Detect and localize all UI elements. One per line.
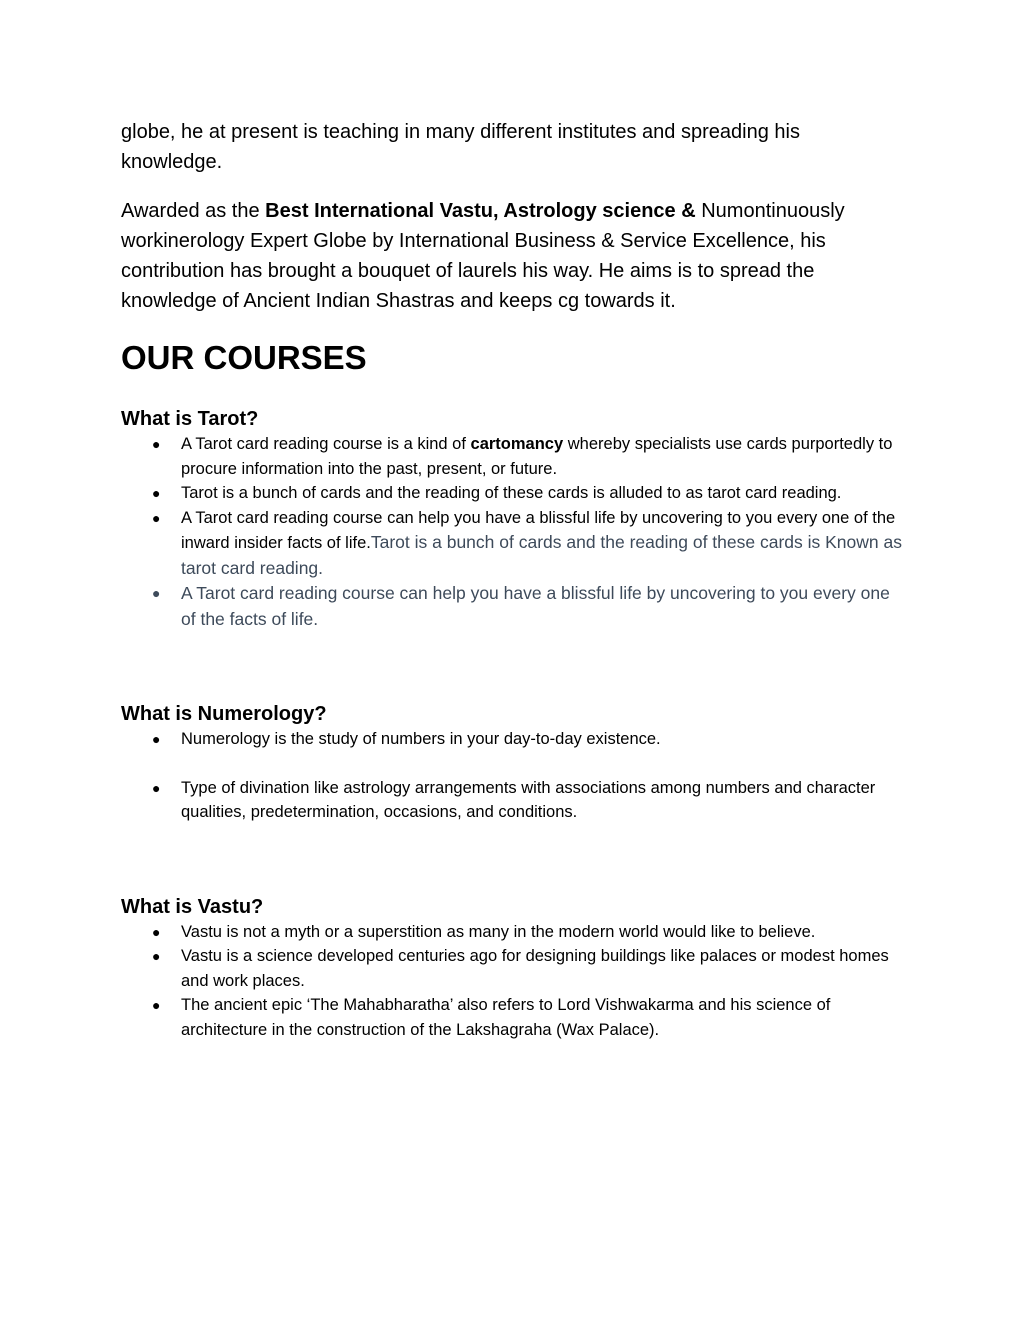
intro-paragraph-1: globe, he at present is teaching in many different institutes and spreading his knowledge.	[121, 121, 800, 173]
courses-heading: OUR COURSES	[121, 339, 367, 376]
list-item	[121, 776, 906, 825]
tarot-list	[121, 432, 906, 632]
bullet-icon: ●	[152, 585, 161, 601]
bullet-icon: ●	[152, 485, 161, 501]
tarot-item-2: Tarot is a bunch of cards and the reading of these cards is alluded to as tarot card reading.	[181, 484, 842, 502]
list-item	[121, 944, 906, 993]
document-page	[121, 117, 906, 1042]
award-title: Best International Vastu, Astrology science &	[265, 200, 696, 222]
tarot-item-4: A Tarot card reading course can help you have a blissful life by uncovering to you every one of the facts of life.	[181, 583, 890, 629]
tarot-item-3-black: A Tarot card reading course can help you have a blissful life by uncovering to you every one of the inward insider facts of life.	[181, 508, 896, 552]
vastu-item-3: The ancient epic ‘The Mahabharatha’ also refers to Lord Vishwakarma and his science of architecture in the construction of the Lakshagraha (Wax Palace).	[181, 996, 831, 1039]
vastu-item-2: Vastu is a science developed centuries ago for designing buildings like palaces or modest homes and work places.	[181, 947, 889, 990]
numerology-heading: What is Numerology?	[121, 703, 327, 725]
bullet-icon: ●	[152, 779, 161, 796]
list-item	[121, 993, 906, 1042]
numerology-item-1: Numerology is the study of numbers in your day-to-day existence.	[181, 730, 661, 748]
intro-paragraph-2-prefix: Awarded as the	[121, 200, 266, 222]
list-item	[121, 920, 906, 945]
tarot-heading: What is Tarot?	[121, 408, 259, 430]
bullet-icon: ●	[152, 509, 161, 526]
list-item	[121, 432, 906, 481]
intro-paragraph-2-rest: Numontinuously workinerology Expert Globe by International Business & Service Excellence, his contribution has brought a bouquet of laurels his way. He aims is to spread the knowledge of Ancient Indian Shastras and keeps cg towards it.	[121, 200, 845, 312]
list-item	[121, 581, 906, 632]
bullet-icon: ●	[152, 948, 161, 964]
bullet-icon: ●	[152, 436, 161, 452]
vastu-item-1: Vastu is not a myth or a superstition as many in the modern world would like to believe.	[181, 922, 816, 941]
bullet-icon: ●	[152, 923, 161, 940]
tarot-item-1-prefix: A Tarot card reading course is a kind of	[181, 435, 471, 453]
list-item	[121, 481, 906, 506]
bullet-icon: ●	[152, 731, 161, 747]
list-item	[121, 727, 906, 752]
vastu-list	[121, 920, 906, 1043]
bullet-icon: ●	[152, 997, 161, 1013]
numerology-item-2: Type of divination like astrology arrangements with associations among numbers and character qualities, predetermination, occasions, and conditions.	[181, 778, 876, 821]
tarot-item-1-suffix: whereby specialists use cards purportedly to procure information into the past, present, or future.	[181, 435, 893, 478]
numerology-list	[121, 727, 906, 825]
intro-paragraph-2	[121, 196, 906, 316]
tarot-item-3-slate: Tarot is a bunch of cards and the reading of these cards is Known as tarot card reading.	[181, 532, 902, 578]
vastu-heading: What is Vastu?	[121, 895, 264, 918]
list-item	[121, 506, 906, 582]
cartomancy-term: cartomancy	[470, 435, 564, 453]
